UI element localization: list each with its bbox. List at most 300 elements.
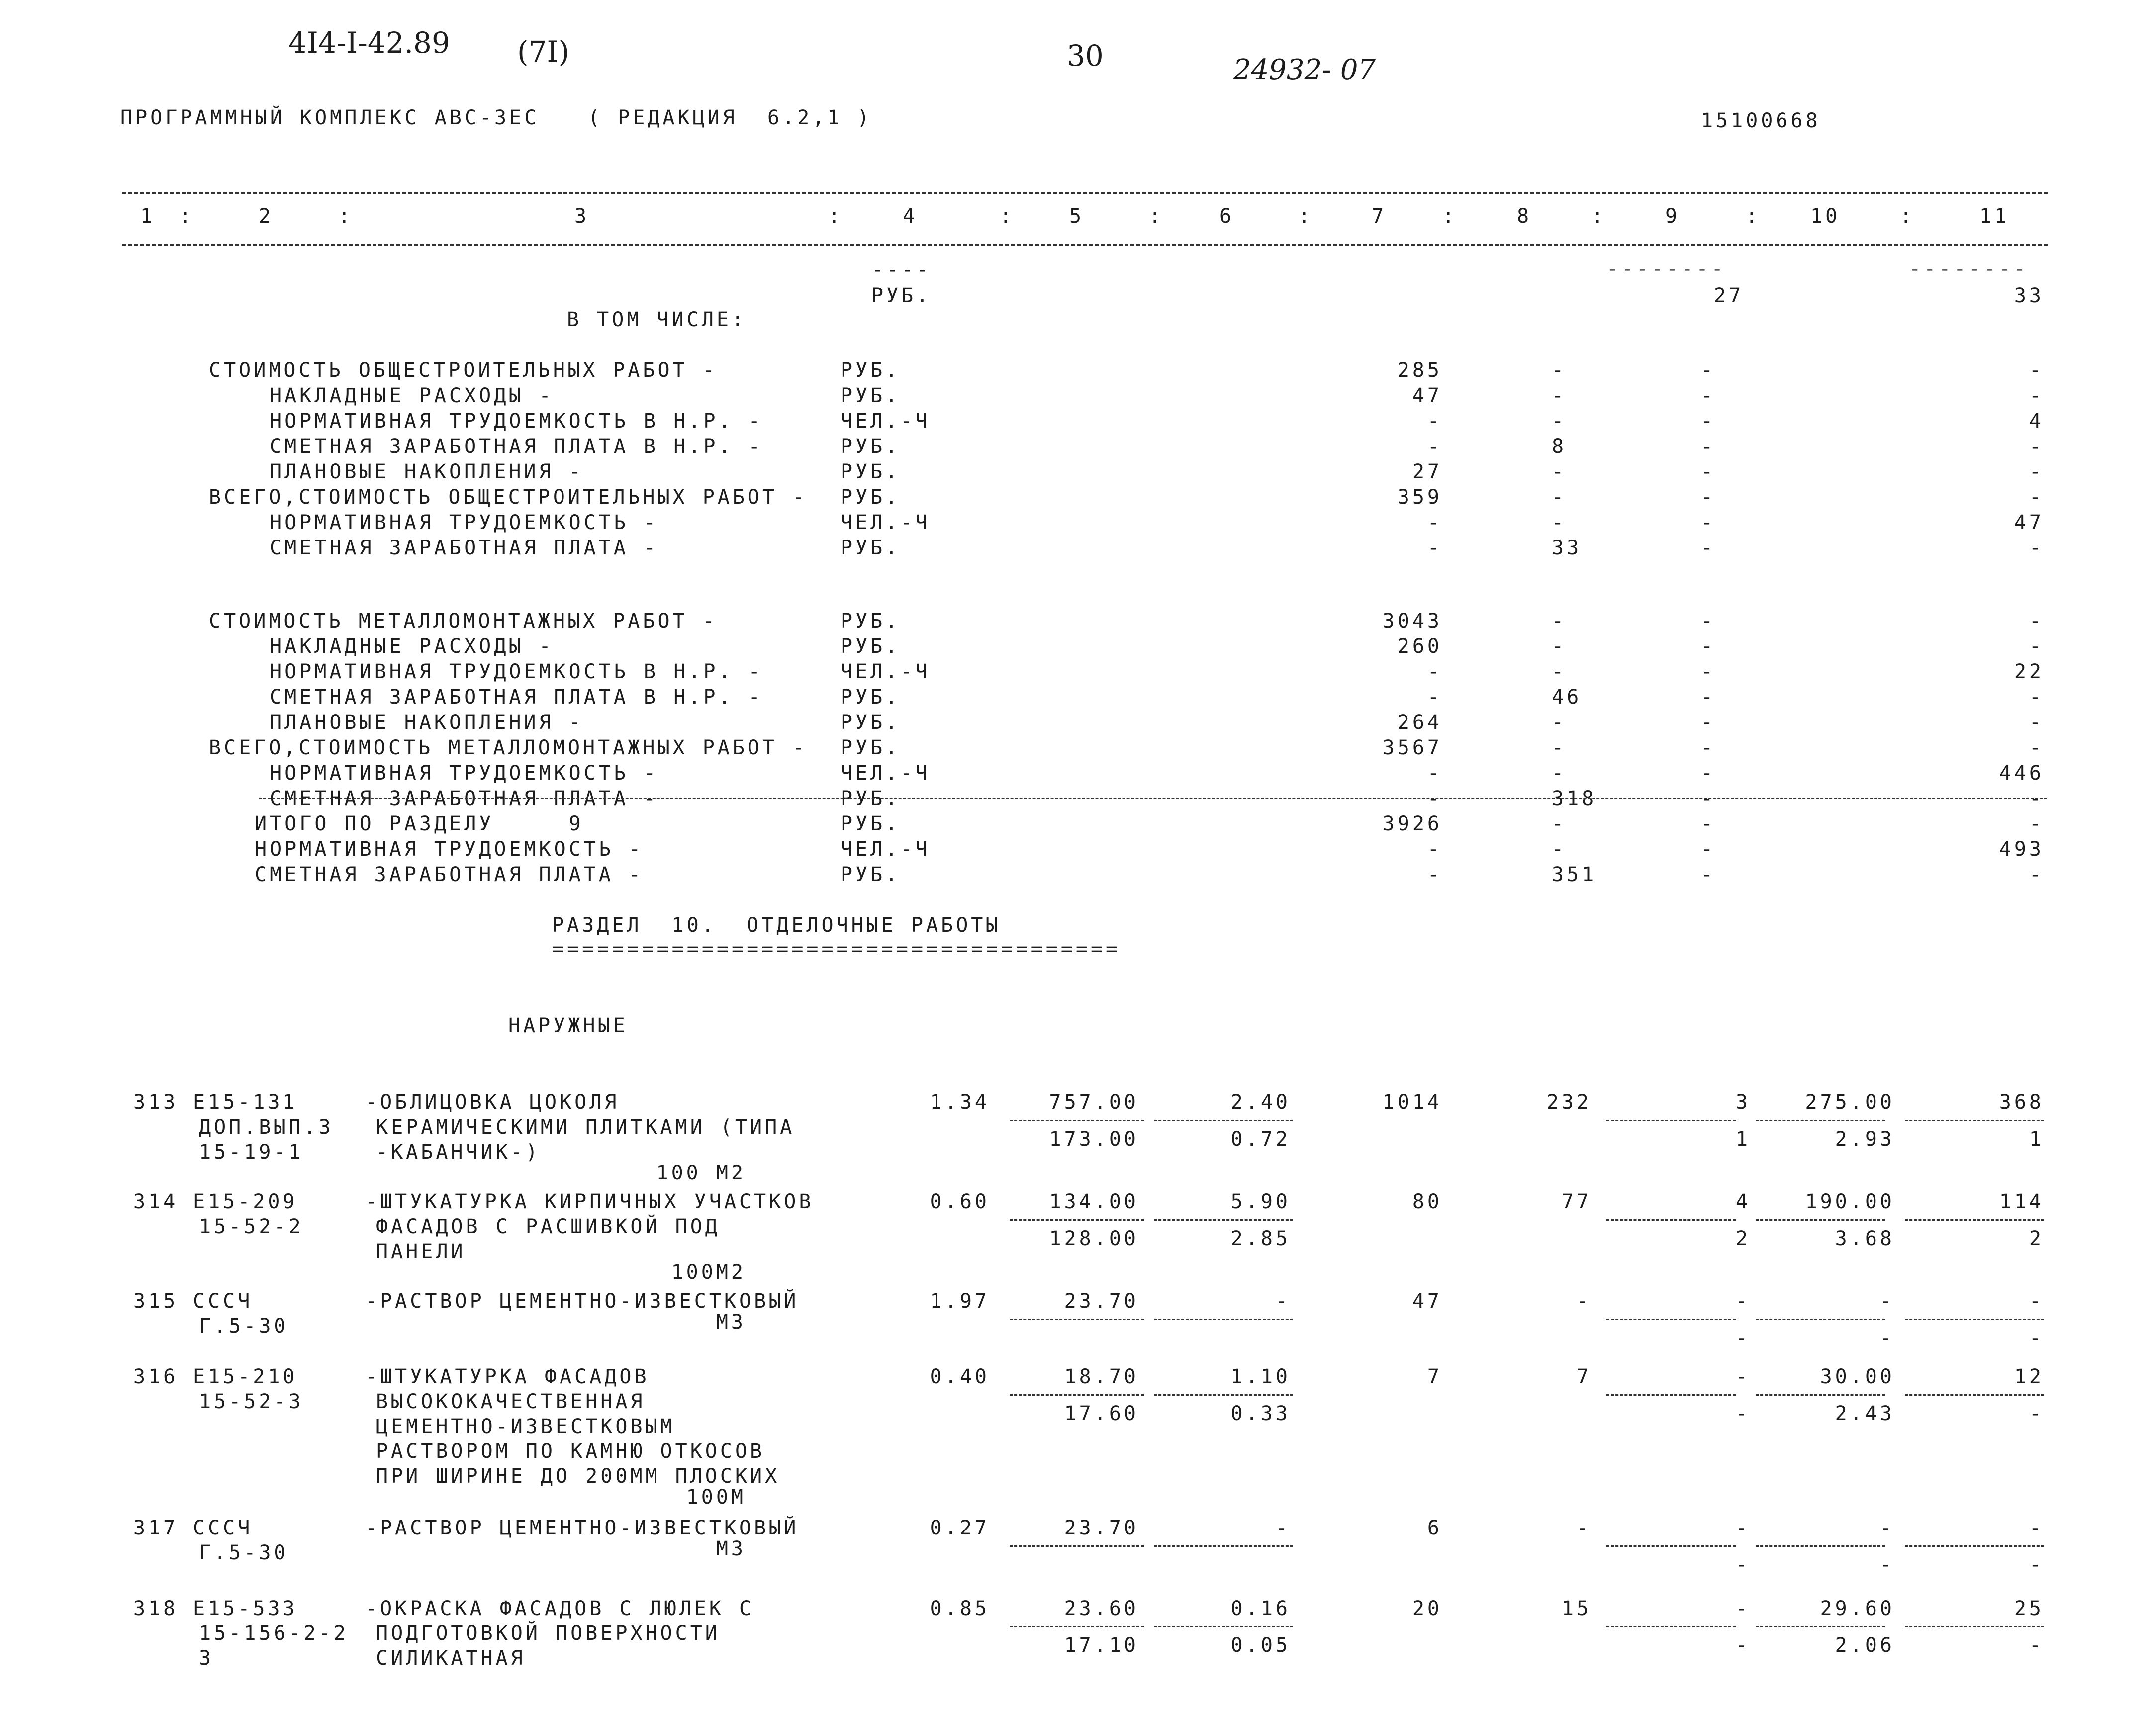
summary-col8: 318	[1552, 787, 1597, 810]
section-title: РАЗДЕЛ 10. ОТДЕЛОЧНЫЕ РАБОТЫ	[552, 914, 1001, 937]
column-number-2: 2	[259, 205, 274, 228]
column-separator: :	[1149, 205, 1164, 228]
totals-col11: 493	[1999, 838, 2044, 861]
summary-col11: -	[2029, 711, 2044, 734]
cell-divider	[1010, 1219, 1144, 1221]
summary-col7: 3567	[1382, 736, 1442, 759]
item-quantity: 0.60	[930, 1190, 990, 1213]
summary-col9: -	[1701, 787, 1716, 810]
item-unit: М3	[716, 1311, 746, 1334]
item-description: КЕРАМИЧЕСКИМИ ПЛИТКАМИ (ТИПА	[376, 1116, 795, 1139]
cell-divider	[1606, 1545, 1736, 1547]
summary-label: СМЕТНАЯ ЗАРАБОТНАЯ ПЛАТА В Н.Р. -	[270, 686, 763, 709]
item-description: ПРИ ШИРИНЕ ДО 200ММ ПЛОСКИХ	[376, 1465, 780, 1488]
item-wage-price: 17.10	[1064, 1634, 1139, 1657]
item-col11-b: 1	[2029, 1128, 2044, 1151]
summary-unit: РУБ.	[841, 359, 901, 382]
item-description: -КАБАНЧИК-)	[376, 1141, 541, 1164]
item-code: Е15-131	[193, 1091, 298, 1114]
totals-unit: РУБ.	[841, 812, 901, 835]
item-col10: 275.00	[1805, 1091, 1895, 1114]
item-col11-b: 2	[2029, 1227, 2044, 1250]
header-rule-top	[122, 192, 2048, 194]
summary-col7: -	[1427, 686, 1442, 709]
summary-unit: РУБ.	[841, 610, 901, 632]
summary-col7: -	[1427, 511, 1442, 534]
item-col8: -	[1576, 1517, 1592, 1539]
column-separator: :	[338, 205, 354, 228]
summary-col9: -	[1701, 486, 1716, 509]
item-code: СССЧ	[193, 1290, 253, 1313]
item-description: ПОДГОТОВКОЙ ПОВЕРХНОСТИ	[376, 1622, 720, 1645]
column-number-9: 9	[1665, 205, 1681, 228]
top-unit: РУБ.	[871, 284, 932, 307]
item-unit-price: 134.00	[1049, 1190, 1139, 1213]
item-col9-b: 1	[1735, 1128, 1751, 1151]
column-separator: :	[1746, 205, 1761, 228]
item-col10-b: 2.93	[1835, 1128, 1895, 1151]
summary-col11: -	[2029, 787, 2044, 810]
column-number-6: 6	[1219, 205, 1235, 228]
cell-divider	[1905, 1319, 2044, 1320]
item-code: Е15-533	[193, 1597, 298, 1620]
totals-col11: -	[2029, 863, 2044, 886]
summary-col9: -	[1701, 711, 1716, 734]
summary-label: СМЕТНАЯ ЗАРАБОТНАЯ ПЛАТА В Н.Р. -	[270, 435, 763, 458]
cell-divider	[1756, 1545, 1885, 1547]
summary-col9: -	[1701, 635, 1716, 658]
summary-label: СМЕТНАЯ ЗАРАБОТНАЯ ПЛАТА -	[270, 537, 659, 559]
summary-col9: -	[1701, 537, 1716, 559]
cell-divider	[1905, 1394, 2044, 1396]
item-code: 3	[199, 1647, 214, 1670]
cell-divider	[1606, 1120, 1736, 1121]
cell-divider	[1606, 1394, 1736, 1396]
summary-col11: -	[2029, 736, 2044, 759]
item-col6-b: 2.85	[1230, 1227, 1291, 1250]
item-col9-b: 2	[1735, 1227, 1751, 1250]
summary-col8: -	[1552, 660, 1567, 683]
column-number-1: 1	[140, 205, 156, 228]
summary-col11: 446	[1999, 762, 2044, 785]
summary-col11: -	[2029, 537, 2044, 559]
handwritten-number: 24932- 07	[1233, 54, 1376, 86]
item-col10-b: -	[1879, 1553, 1895, 1576]
summary-unit: РУБ.	[841, 711, 901, 734]
item-col10: 29.60	[1820, 1597, 1895, 1620]
item-description: -РАСТВОР ЦЕМЕНТНО-ИЗВЕСТКОВЫЙ	[365, 1290, 799, 1313]
item-code: Е15-210	[193, 1365, 298, 1388]
summary-col8: -	[1552, 460, 1567, 483]
item-code: 15-52-2	[199, 1215, 304, 1238]
cell-divider	[1756, 1626, 1885, 1627]
item-col8: 232	[1546, 1091, 1592, 1114]
column-separator: :	[1298, 205, 1313, 228]
summary-label: СТОИМОСТЬ МЕТАЛЛОМОНТАЖНЫХ РАБОТ -	[209, 610, 718, 632]
summary-label: НАКЛАДНЫЕ РАСХОДЫ -	[270, 635, 554, 658]
totals-label: НОРМАТИВНАЯ ТРУДОЕМКОСТЬ -	[255, 838, 644, 861]
item-col8: 7	[1576, 1365, 1592, 1388]
summary-col9: -	[1701, 410, 1716, 433]
summary-unit: ЧЕЛ.-Ч	[841, 511, 931, 534]
item-code: 15-156-2-2	[199, 1622, 349, 1645]
section-subtitle: НАРУЖНЫЕ	[508, 1014, 628, 1037]
item-col6: -	[1275, 1290, 1291, 1313]
summary-unit: РУБ.	[841, 635, 901, 658]
summary-col7: -	[1427, 410, 1442, 433]
item-col11-b: -	[2029, 1327, 2044, 1350]
item-col6: 1.10	[1230, 1365, 1291, 1388]
item-col6-b: 0.72	[1230, 1128, 1291, 1151]
item-col10: -	[1879, 1290, 1895, 1313]
item-col10-b: 2.43	[1835, 1402, 1895, 1425]
summary-unit: ЧЕЛ.-Ч	[841, 762, 931, 785]
top-col11-value: 33	[2014, 284, 2044, 307]
dash-mark: --------	[1909, 258, 2029, 280]
header-rule-bottom	[122, 244, 2048, 246]
summary-col11: 47	[2014, 511, 2044, 534]
item-quantity: 1.97	[930, 1290, 990, 1313]
totals-col8: -	[1552, 812, 1567, 835]
summary-label: НОРМАТИВНАЯ ТРУДОЕМКОСТЬ В Н.Р. -	[270, 660, 763, 683]
totals-col9: -	[1701, 812, 1716, 835]
summary-col7: 285	[1397, 359, 1442, 382]
item-col10-b: 3.68	[1835, 1227, 1895, 1250]
summary-label: СТОИМОСТЬ ОБЩЕСТРОИТЕЛЬНЫХ РАБОТ -	[209, 359, 718, 382]
summary-col8: 8	[1552, 435, 1567, 458]
item-quantity: 0.27	[930, 1517, 990, 1539]
summary-col8: -	[1552, 711, 1567, 734]
cell-divider	[1606, 1219, 1736, 1221]
summary-col7: 27	[1412, 460, 1442, 483]
summary-col7: 264	[1397, 711, 1442, 734]
cell-divider	[1905, 1545, 2044, 1547]
column-separator: :	[179, 205, 194, 228]
totals-col9: -	[1701, 838, 1716, 861]
cell-divider	[1154, 1219, 1293, 1221]
item-quantity: 0.85	[930, 1597, 990, 1620]
item-col6-b: 0.33	[1230, 1402, 1291, 1425]
summary-col8: -	[1552, 610, 1567, 632]
item-col6: 2.40	[1230, 1091, 1291, 1114]
column-number-4: 4	[903, 205, 918, 228]
item-col9: -	[1735, 1365, 1751, 1388]
top-col9-value: 27	[1714, 284, 1744, 307]
item-col10-b: -	[1879, 1327, 1895, 1350]
item-unit-price: 23.60	[1064, 1597, 1139, 1620]
document-code: 15100668	[1701, 109, 1821, 132]
summary-col9: -	[1701, 460, 1716, 483]
column-number-11: 11	[1979, 205, 2010, 228]
item-description: -РАСТВОР ЦЕМЕНТНО-ИЗВЕСТКОВЫЙ	[365, 1517, 799, 1539]
item-total: 20	[1412, 1597, 1442, 1620]
dash-mark: ----	[871, 259, 932, 281]
totals-col11: -	[2029, 812, 2044, 835]
item-description: ПАНЕЛИ	[376, 1240, 466, 1263]
summary-col11: -	[2029, 435, 2044, 458]
summary-col9: -	[1701, 435, 1716, 458]
item-description: -ОКРАСКА ФАСАДОВ С ЛЮЛЕК С	[365, 1597, 754, 1620]
item-code: ДОП.ВЫП.3	[199, 1116, 334, 1139]
item-col11-b: -	[2029, 1402, 2044, 1425]
summary-col7: 260	[1397, 635, 1442, 658]
item-total: 1014	[1382, 1091, 1442, 1114]
column-number-8: 8	[1517, 205, 1532, 228]
summary-col11: -	[2029, 460, 2044, 483]
column-separator: :	[1000, 205, 1015, 228]
item-col10-b: 2.06	[1835, 1634, 1895, 1657]
item-col9: -	[1735, 1597, 1751, 1620]
summary-unit: РУБ.	[841, 787, 901, 810]
v-tom-chisle-label: В ТОМ ЧИСЛЕ:	[567, 308, 747, 331]
summary-unit: РУБ.	[841, 537, 901, 559]
item-number: 313	[133, 1091, 179, 1114]
item-code: СССЧ	[193, 1517, 253, 1539]
totals-unit: ЧЕЛ.-Ч	[841, 838, 931, 861]
summary-unit: РУБ.	[841, 486, 901, 509]
section-title-underline: ======================================	[552, 938, 1121, 961]
summary-col11: -	[2029, 610, 2044, 632]
totals-separator	[259, 798, 2047, 799]
item-col11-b: -	[2029, 1634, 2044, 1657]
summary-unit: РУБ.	[841, 435, 901, 458]
column-separator: :	[1900, 205, 1915, 228]
cell-divider	[1756, 1120, 1885, 1121]
item-col11-b: -	[2029, 1553, 2044, 1576]
item-description: ФАСАДОВ С РАСШИВКОЙ ПОД	[376, 1215, 720, 1238]
column-number-3: 3	[574, 205, 590, 228]
item-code: Е15-209	[193, 1190, 298, 1213]
page-number: 30	[1067, 39, 1104, 73]
item-col11: -	[2029, 1517, 2044, 1539]
column-separator: :	[1592, 205, 1607, 228]
item-col9: 3	[1735, 1091, 1751, 1114]
item-unit-price: 23.70	[1064, 1290, 1139, 1313]
item-description: СИЛИКАТНАЯ	[376, 1647, 526, 1670]
totals-col8: -	[1552, 838, 1567, 861]
summary-col11: 4	[2029, 410, 2044, 433]
item-unit-price: 18.70	[1064, 1365, 1139, 1388]
summary-col8: -	[1552, 359, 1567, 382]
item-col8: 77	[1561, 1190, 1592, 1213]
cell-divider	[1010, 1120, 1144, 1121]
summary-col9: -	[1701, 660, 1716, 683]
cell-divider	[1756, 1219, 1885, 1221]
summary-col9: -	[1701, 686, 1716, 709]
item-col11: 12	[2014, 1365, 2044, 1388]
item-col9: 4	[1735, 1190, 1751, 1213]
item-description: РАСТВОРОМ ПО КАМНЮ ОТКОСОВ	[376, 1440, 765, 1463]
cell-divider	[1154, 1319, 1293, 1320]
item-col8: -	[1576, 1290, 1592, 1313]
summary-col7: 47	[1412, 384, 1442, 407]
summary-col9: -	[1701, 384, 1716, 407]
totals-unit: РУБ.	[841, 863, 901, 886]
item-col9: -	[1735, 1517, 1751, 1539]
item-col10: 190.00	[1805, 1190, 1895, 1213]
cell-divider	[1905, 1626, 2044, 1627]
summary-unit: РУБ.	[841, 686, 901, 709]
summary-label: ВСЕГО,СТОИМОСТЬ МЕТАЛЛОМОНТАЖНЫХ РАБОТ -	[209, 736, 808, 759]
summary-col11: -	[2029, 635, 2044, 658]
item-description: ВЫСОКОКАЧЕСТВЕННАЯ	[376, 1390, 646, 1413]
summary-col8: -	[1552, 384, 1567, 407]
cell-divider	[1010, 1394, 1144, 1396]
summary-label: НАКЛАДНЫЕ РАСХОДЫ -	[270, 384, 554, 407]
summary-col8: 33	[1552, 537, 1582, 559]
summary-label: ПЛАНОВЫЕ НАКОПЛЕНИЯ -	[270, 460, 584, 483]
summary-col8: -	[1552, 486, 1567, 509]
summary-col9: -	[1701, 762, 1716, 785]
totals-col7: -	[1427, 838, 1442, 861]
column-number-7: 7	[1372, 205, 1387, 228]
item-number: 314	[133, 1190, 179, 1213]
cell-divider	[1010, 1319, 1144, 1320]
item-col9-b: -	[1735, 1327, 1751, 1350]
dash-mark: --------	[1606, 258, 1726, 280]
summary-label: ВСЕГО,СТОИМОСТЬ ОБЩЕСТРОИТЕЛЬНЫХ РАБОТ -	[209, 486, 808, 509]
summary-label: НОРМАТИВНАЯ ТРУДОЕМКОСТЬ -	[270, 511, 659, 534]
summary-col7: -	[1427, 660, 1442, 683]
summary-col8: -	[1552, 410, 1567, 433]
item-col11: 25	[2014, 1597, 2044, 1620]
item-code: Г.5-30	[199, 1541, 289, 1564]
item-number: 316	[133, 1365, 179, 1388]
cell-divider	[1756, 1319, 1885, 1320]
item-unit: М3	[716, 1537, 746, 1560]
item-description: -ОБЛИЦОВКА ЦОКОЛЯ	[365, 1091, 620, 1114]
totals-col7: -	[1427, 863, 1442, 886]
cell-divider	[1010, 1626, 1144, 1627]
program-title: ПРОГРАММНЫЙ КОМПЛЕКС АВС-3ЕС	[120, 106, 540, 129]
item-number: 318	[133, 1597, 179, 1620]
item-total: 47	[1412, 1290, 1442, 1313]
totals-label: ИТОГО ПО РАЗДЕЛУ 9	[255, 812, 584, 835]
cell-divider	[1154, 1545, 1293, 1547]
summary-unit: ЧЕЛ.-Ч	[841, 660, 931, 683]
item-total: 6	[1427, 1517, 1442, 1539]
cell-divider	[1154, 1394, 1293, 1396]
summary-col11: -	[2029, 486, 2044, 509]
totals-col7: 3926	[1382, 812, 1442, 835]
summary-label: СМЕТНАЯ ЗАРАБОТНАЯ ПЛАТА -	[270, 787, 659, 810]
item-col9: -	[1735, 1290, 1751, 1313]
item-description: -ШТУКАТУРКА ФАСАДОВ	[365, 1365, 650, 1388]
totals-col8: 351	[1552, 863, 1597, 886]
summary-col11: -	[2029, 384, 2044, 407]
cell-divider	[1606, 1626, 1736, 1627]
item-unit-price: 757.00	[1049, 1091, 1139, 1114]
item-total: 7	[1427, 1365, 1442, 1388]
summary-col9: -	[1701, 511, 1716, 534]
totals-col9: -	[1701, 863, 1716, 886]
summary-unit: РУБ.	[841, 460, 901, 483]
item-number: 317	[133, 1517, 179, 1539]
summary-col11: -	[2029, 686, 2044, 709]
summary-col8: -	[1552, 511, 1567, 534]
item-description: ЦЕМЕНТНО-ИЗВЕСТКОВЫМ	[376, 1415, 675, 1438]
summary-col11: -	[2029, 359, 2044, 382]
item-code: 15-19-1	[199, 1141, 304, 1164]
column-number-5: 5	[1069, 205, 1085, 228]
summary-col9: -	[1701, 736, 1716, 759]
item-col10: 30.00	[1820, 1365, 1895, 1388]
item-code: 15-52-3	[199, 1390, 304, 1413]
summary-col8: 46	[1552, 686, 1582, 709]
cell-divider	[1010, 1545, 1144, 1547]
summary-col7: 3043	[1382, 610, 1442, 632]
item-col9-b: -	[1735, 1402, 1751, 1425]
column-number-10: 10	[1810, 205, 1841, 228]
item-code: Г.5-30	[199, 1315, 289, 1338]
item-unit: 100М2	[671, 1261, 746, 1284]
summary-col9: -	[1701, 610, 1716, 632]
summary-unit: РУБ.	[841, 736, 901, 759]
summary-col7: -	[1427, 435, 1442, 458]
item-col6: 0.16	[1230, 1597, 1291, 1620]
item-quantity: 0.40	[930, 1365, 990, 1388]
summary-col7: -	[1427, 762, 1442, 785]
item-col6: 5.90	[1230, 1190, 1291, 1213]
item-total: 80	[1412, 1190, 1442, 1213]
item-unit: 100 М2	[656, 1162, 746, 1184]
item-wage-price: 17.60	[1064, 1402, 1139, 1425]
summary-col8: -	[1552, 635, 1567, 658]
item-col9-b: -	[1735, 1553, 1751, 1576]
summary-col7: -	[1427, 537, 1442, 559]
item-col9-b: -	[1735, 1634, 1751, 1657]
item-col6: -	[1275, 1517, 1291, 1539]
summary-col7: -	[1427, 787, 1442, 810]
cell-divider	[1606, 1319, 1736, 1320]
summary-label: НОРМАТИВНАЯ ТРУДОЕМКОСТЬ -	[270, 762, 659, 785]
summary-col8: -	[1552, 762, 1567, 785]
column-separator: :	[828, 205, 844, 228]
doc-code: 4I4-I-42.89	[288, 26, 450, 60]
item-description: -ШТУКАТУРКА КИРПИЧНЫХ УЧАСТКОВ	[365, 1190, 814, 1213]
column-separator: :	[1442, 205, 1458, 228]
item-wage-price: 173.00	[1049, 1128, 1139, 1151]
cell-divider	[1905, 1120, 2044, 1121]
summary-col11: 22	[2014, 660, 2044, 683]
item-wage-price: 128.00	[1049, 1227, 1139, 1250]
totals-label: СМЕТНАЯ ЗАРАБОТНАЯ ПЛАТА -	[255, 863, 644, 886]
program-edition: ( РЕДАКЦИЯ 6.2,1 )	[588, 106, 872, 129]
summary-unit: РУБ.	[841, 384, 901, 407]
item-quantity: 1.34	[930, 1091, 990, 1114]
item-col6-b: 0.05	[1230, 1634, 1291, 1657]
item-col10: -	[1879, 1517, 1895, 1539]
item-unit: 100М	[686, 1486, 746, 1509]
item-unit-price: 23.70	[1064, 1517, 1139, 1539]
cell-divider	[1154, 1626, 1293, 1627]
summary-col7: 359	[1397, 486, 1442, 509]
item-col11: -	[2029, 1290, 2044, 1313]
item-col8: 15	[1561, 1597, 1592, 1620]
summary-unit: ЧЕЛ.-Ч	[841, 410, 931, 433]
cell-divider	[1756, 1394, 1885, 1396]
cell-divider	[1154, 1120, 1293, 1121]
sheet-ref: (7I)	[517, 35, 570, 69]
summary-col8: -	[1552, 736, 1567, 759]
item-col11: 368	[1999, 1091, 2044, 1114]
summary-col9: -	[1701, 359, 1716, 382]
item-col11: 114	[1999, 1190, 2044, 1213]
item-number: 315	[133, 1290, 179, 1313]
cell-divider	[1905, 1219, 2044, 1221]
summary-label: ПЛАНОВЫЕ НАКОПЛЕНИЯ -	[270, 711, 584, 734]
summary-label: НОРМАТИВНАЯ ТРУДОЕМКОСТЬ В Н.Р. -	[270, 410, 763, 433]
